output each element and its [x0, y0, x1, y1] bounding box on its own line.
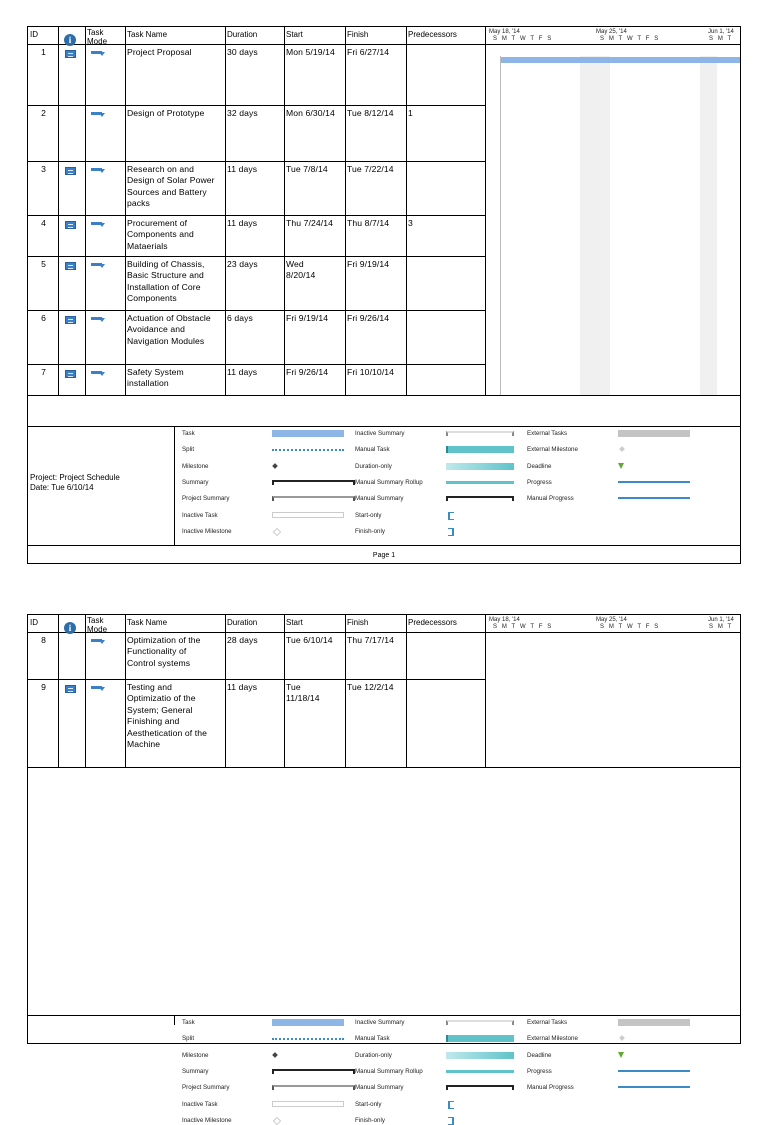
- task-start[interactable]: Fri 9/26/14: [286, 367, 329, 377]
- legend-label: Manual Task: [355, 446, 390, 454]
- task-finish[interactable]: Tue 7/22/14: [347, 164, 394, 174]
- legend-milestone-swatch: [272, 463, 278, 469]
- legend-label: Task: [182, 430, 195, 437]
- legend-label: Progress: [527, 478, 552, 486]
- legend-finish-only-swatch: [448, 1117, 454, 1125]
- timescale-days-2: S M T W T F S: [600, 624, 659, 630]
- legend: [28, 426, 740, 545]
- task-id: 3: [41, 164, 46, 174]
- task-start[interactable]: Tue 11/18/14: [286, 682, 320, 704]
- legend-label: Manual Summary Rollup: [355, 478, 423, 486]
- legend-label: External Tasks: [527, 1019, 568, 1026]
- legend-progress-swatch: [618, 1070, 690, 1072]
- print-page-1: [27, 26, 741, 564]
- task-name[interactable]: Project Proposal: [127, 47, 192, 57]
- legend-label: Task: [182, 1019, 195, 1026]
- col-header-id: ID: [30, 618, 38, 627]
- col-header-task-name: Task Name: [127, 30, 168, 39]
- legend-duration-only-swatch: [446, 1052, 514, 1059]
- legend-label: Split: [182, 446, 195, 454]
- task-start[interactable]: Wed 8/20/14: [286, 259, 316, 281]
- col-header-finish: Finish: [347, 618, 369, 627]
- mode-arrow: [99, 52, 105, 56]
- task-start[interactable]: Tue 6/10/14: [286, 635, 333, 645]
- mode-arrow: [99, 169, 105, 173]
- task-start[interactable]: Mon 6/30/14: [286, 108, 335, 118]
- task-start[interactable]: Tue 7/8/14: [286, 164, 328, 174]
- task-finish[interactable]: Fri 6/27/14: [347, 47, 390, 57]
- auto-scheduled-icon: [91, 315, 105, 322]
- gantt-bar-task-1[interactable]: [501, 57, 740, 63]
- legend-label: Inactive Milestone: [182, 1116, 232, 1124]
- legend-manual-summary-swatch: [446, 1085, 514, 1090]
- task-name[interactable]: Procurement of Components and Mataerials: [127, 218, 194, 251]
- mode-arrow: [99, 372, 105, 376]
- col-header-task-mode: Task Mode: [87, 28, 108, 46]
- task-id: 1: [41, 47, 46, 57]
- timescale-week-1: May 18, '14: [489, 617, 520, 623]
- legend-label: Start-only: [355, 1100, 382, 1108]
- legend-label: Project Summary: [182, 495, 230, 503]
- weekend-shade: [700, 56, 717, 395]
- task-predecessors[interactable]: 1: [408, 108, 413, 118]
- auto-scheduled-icon: [91, 261, 105, 268]
- legend-manual-summary-swatch: [446, 496, 514, 501]
- timescale-days-2: S M T W T F S: [600, 36, 659, 42]
- task-duration[interactable]: 28 days: [227, 635, 258, 645]
- timescale-week-1: May 18, '14: [489, 29, 520, 35]
- task-name[interactable]: Actuation of Obstacle Avoidance and Navigation Modules: [127, 313, 211, 346]
- legend-label: Split: [182, 1035, 195, 1043]
- legend-manual-task-swatch: [446, 446, 514, 453]
- legend-task-swatch: [272, 430, 344, 437]
- legend-label: Deadline: [527, 462, 552, 470]
- legend-manual-summary-rollup-swatch: [446, 1070, 514, 1073]
- legend-external-tasks-swatch: [618, 430, 690, 437]
- legend-summary-swatch: [272, 480, 355, 485]
- task-id: 2: [41, 108, 46, 118]
- col-header-duration: Duration: [227, 30, 258, 39]
- col-header-finish: Finish: [347, 30, 369, 39]
- task-duration[interactable]: 11 days: [227, 218, 258, 228]
- task-name[interactable]: Design of Prototype: [127, 108, 205, 118]
- legend-manual-task-swatch: [446, 1035, 514, 1042]
- task-finish[interactable]: Tue 8/12/14: [347, 108, 394, 118]
- legend-label: Inactive Milestone: [182, 527, 232, 535]
- legend-split-swatch: [272, 449, 344, 451]
- timescale-week-3: Jun 1, '14: [708, 617, 734, 623]
- weekend-shade: [580, 56, 610, 395]
- timescale-days-1: S M T W T F S: [493, 624, 552, 630]
- mode-arrow: [99, 223, 105, 227]
- legend-inactive-summary-swatch: [446, 1020, 514, 1025]
- auto-scheduled-icon: [91, 166, 105, 173]
- legend-label: Project Summary: [182, 1084, 230, 1092]
- task-id: 7: [41, 367, 46, 377]
- legend-label: Duration-only: [355, 462, 392, 470]
- legend-inactive-milestone-swatch: [273, 528, 281, 536]
- col-header-id: ID: [30, 30, 38, 39]
- task-finish[interactable]: Fri 10/10/14: [347, 367, 395, 377]
- task-finish[interactable]: Thu 8/7/14: [347, 218, 390, 228]
- col-header-start: Start: [286, 30, 303, 39]
- page-number: Page 1: [372, 552, 396, 559]
- legend-external-milestone-swatch: [619, 446, 625, 452]
- legend-manual-progress-swatch: [618, 1086, 690, 1088]
- auto-scheduled-icon: [91, 637, 105, 644]
- task-start[interactable]: Mon 5/19/14: [286, 47, 335, 57]
- legend-label: Finish-only: [355, 1116, 385, 1124]
- legend-external-tasks-swatch: [618, 1019, 690, 1026]
- notes-indicator-icon[interactable]: [65, 262, 76, 270]
- task-duration[interactable]: 11 days: [227, 164, 258, 174]
- timescale-week-3: Jun 1, '14: [708, 29, 734, 35]
- notes-indicator-icon[interactable]: [65, 316, 76, 324]
- task-name[interactable]: Safety System installation: [127, 367, 184, 389]
- mode-arrow: [99, 640, 105, 644]
- legend-split-swatch: [272, 1038, 344, 1040]
- task-duration[interactable]: 32 days: [227, 108, 258, 118]
- timescale-week-2: May 25, '14: [596, 617, 627, 623]
- task-finish[interactable]: Thu 7/17/14: [347, 635, 394, 645]
- notes-indicator-icon[interactable]: [65, 685, 76, 693]
- info-icon: i: [64, 622, 76, 634]
- auto-scheduled-icon: [91, 220, 105, 227]
- legend-project-summary-swatch: [272, 496, 355, 501]
- col-header-predecessors: Predecessors: [408, 618, 457, 627]
- task-id: 4: [41, 218, 46, 228]
- legend-inactive-milestone-swatch: [273, 1117, 281, 1125]
- legend-label: Inactive Summary: [355, 1019, 405, 1026]
- task-id: 9: [41, 682, 46, 692]
- legend-label: Inactive Task: [182, 1100, 218, 1108]
- legend-label: External Milestone: [527, 1035, 578, 1043]
- legend-label: Manual Task: [355, 1035, 390, 1043]
- legend-deadline-swatch: [618, 1052, 624, 1058]
- task-id: 5: [41, 259, 46, 269]
- legend-label: Manual Summary: [355, 1084, 404, 1092]
- task-duration[interactable]: 11 days: [227, 682, 258, 692]
- legend-label: Duration-only: [355, 1051, 392, 1059]
- task-name[interactable]: Testing and Optimizatio of the System; General Finishing and Aesthetication of the Machine: [127, 682, 207, 750]
- auto-scheduled-icon: [91, 110, 105, 117]
- col-header-task-name: Task Name: [127, 618, 168, 627]
- legend-divider: [174, 1015, 175, 1025]
- task-id: 8: [41, 635, 46, 645]
- auto-scheduled-icon: [91, 49, 105, 56]
- task-finish[interactable]: Fri 9/19/14: [347, 259, 390, 269]
- task-id: 6: [41, 313, 46, 323]
- legend-label: Finish-only: [355, 527, 385, 535]
- task-duration[interactable]: 23 days: [227, 259, 258, 269]
- mode-arrow: [99, 687, 105, 691]
- task-duration[interactable]: 6 days: [227, 313, 253, 323]
- timescale-week-2: May 25, '14: [596, 29, 627, 35]
- legend-label: Manual Progress: [527, 495, 574, 503]
- legend-label: Manual Progress: [527, 1084, 574, 1092]
- legend-manual-summary-rollup-swatch: [446, 481, 514, 484]
- task-name[interactable]: Building of Chassis, Basic Structure and Installation of Core Components: [127, 259, 205, 304]
- legend-external-milestone-swatch: [619, 1035, 625, 1041]
- legend-milestone-swatch: [272, 1052, 278, 1058]
- legend-label: Inactive Summary: [355, 430, 405, 437]
- legend-label: Inactive Task: [182, 511, 218, 519]
- legend-label: Progress: [527, 1067, 552, 1075]
- task-finish[interactable]: Tue 12/2/14: [347, 682, 394, 692]
- legend-progress-swatch: [618, 481, 690, 483]
- task-duration[interactable]: 11 days: [227, 367, 258, 377]
- mode-arrow: [99, 318, 105, 322]
- legend-finish-only-swatch: [448, 528, 454, 536]
- legend-label: Milestone: [182, 462, 209, 470]
- notes-indicator-icon[interactable]: [65, 370, 76, 378]
- legend-inactive-task-swatch: [272, 512, 344, 518]
- auto-scheduled-icon: [91, 369, 105, 376]
- legend-divider: [174, 426, 175, 545]
- notes-indicator-icon[interactable]: [65, 50, 76, 58]
- notes-indicator-icon[interactable]: [65, 221, 76, 229]
- legend-label: Manual Summary Rollup: [355, 1067, 423, 1075]
- legend: [28, 1015, 740, 1124]
- legend-label: External Milestone: [527, 446, 578, 454]
- legend-label: Summary: [182, 1067, 209, 1075]
- task-duration[interactable]: 30 days: [227, 47, 258, 57]
- info-icon: i: [64, 34, 76, 46]
- notes-indicator-icon[interactable]: [65, 167, 76, 175]
- task-start[interactable]: Thu 7/24/14: [286, 218, 333, 228]
- timescale-days-1: S M T W T F S: [493, 36, 552, 42]
- task-finish[interactable]: Fri 9/26/14: [347, 313, 390, 323]
- mode-arrow: [99, 264, 105, 268]
- col-header-duration: Duration: [227, 618, 258, 627]
- task-start[interactable]: Fri 9/19/14: [286, 313, 329, 323]
- legend-manual-progress-swatch: [618, 497, 690, 499]
- legend-inactive-task-swatch: [272, 1101, 344, 1107]
- legend-start-only-swatch: [448, 1101, 454, 1109]
- legend-inactive-summary-swatch: [446, 431, 514, 436]
- project-name: Project: Project Schedule: [30, 473, 120, 482]
- legend-label: Manual Summary: [355, 495, 404, 503]
- legend-task-swatch: [272, 1019, 344, 1026]
- mode-arrow: [99, 113, 105, 117]
- auto-scheduled-icon: [91, 684, 105, 691]
- col-header-task-mode: Task Mode: [87, 616, 108, 634]
- legend-label: Start-only: [355, 511, 382, 519]
- legend-deadline-swatch: [618, 463, 624, 469]
- project-date: Date: Tue 6/10/14: [30, 483, 94, 492]
- legend-project-summary-swatch: [272, 1085, 355, 1090]
- task-predecessors[interactable]: 3: [408, 218, 413, 228]
- print-page-2: [27, 614, 741, 1124]
- timescale-days-3: S M T: [709, 36, 732, 42]
- legend-label: External Tasks: [527, 430, 568, 437]
- legend-summary-swatch: [272, 1069, 355, 1074]
- task-name[interactable]: Research on and Design of Solar Power Sources and Battery packs: [127, 164, 215, 209]
- legend-label: Deadline: [527, 1051, 552, 1059]
- legend-label: Milestone: [182, 1051, 209, 1059]
- col-header-start: Start: [286, 618, 303, 627]
- legend-duration-only-swatch: [446, 463, 514, 470]
- timescale-days-3: S M T: [709, 624, 732, 630]
- task-name[interactable]: Optimization of the Functionality of Control systems: [127, 635, 201, 668]
- legend-label: Summary: [182, 478, 209, 486]
- legend-start-only-swatch: [448, 512, 454, 520]
- col-header-predecessors: Predecessors: [408, 30, 457, 39]
